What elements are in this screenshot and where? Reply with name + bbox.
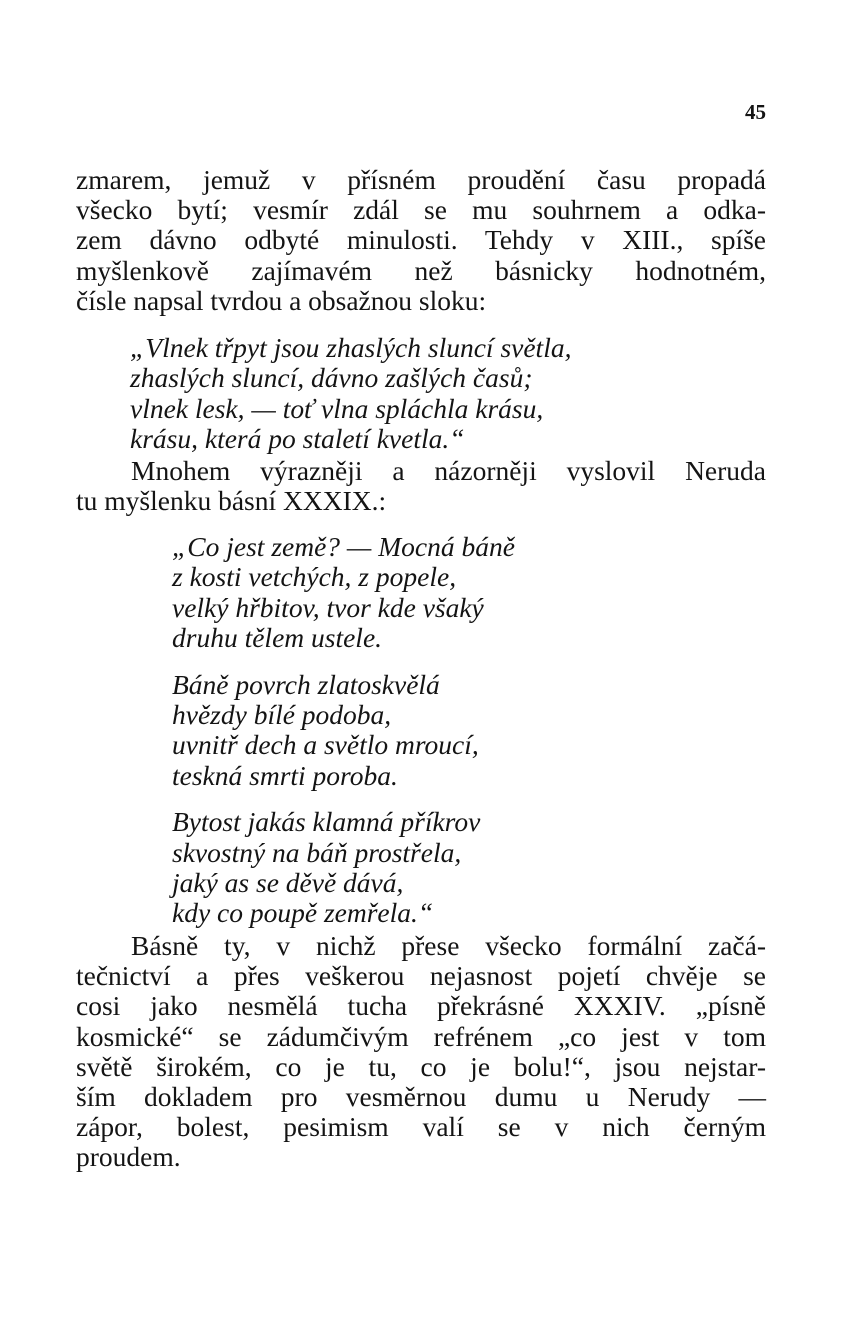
verse-line: „Co jest země? — Mocná báně (172, 531, 515, 562)
text-line: proudem. (76, 1141, 181, 1173)
text-line: zápor, bolest, pesimism valí se v nich černým (76, 1111, 766, 1143)
text-line: všecko bytí; vesmír zdál se mu souhrnem a odka- (76, 194, 766, 226)
verse-line: skvostný na báň prostřela, (172, 836, 462, 868)
verse-line: kdy co poupě zemřela.“ (172, 897, 434, 929)
poem-quote-1 (130, 333, 571, 455)
text-line: myšlenkově zajímavém než básnicky hodnotném, (76, 254, 766, 286)
poem-quote-2 (172, 532, 515, 929)
text-line: kosmické“ se zádumčivým refrénem „co jest v tom (76, 1020, 766, 1052)
text-line: cosi jako nesmělá tucha překrásné XXXIV. „písně (76, 990, 766, 1022)
text-line: tu myšlenku básní XXXIX.: (76, 485, 387, 517)
text-line: tečnictví a přes veškerou nejasnost pojetí chvěje se (76, 960, 766, 992)
verse-line: teskná smrti poroba. (172, 759, 398, 791)
text-line: ším dokladem pro vesměrnou dumu u Nerudy — (76, 1081, 766, 1113)
verse-line: velký hřbitov, tvor kde všaký (172, 591, 484, 623)
verse-line: z kosti vetchých, z popele, (172, 561, 457, 593)
paragraph-3 (76, 931, 766, 1173)
verse-line: Báně povrch zlatoskvělá (172, 668, 440, 700)
verse-line: jaký as se děvě dává, (172, 867, 404, 899)
verse-line: zhaslých sluncí, dávno zašlých časů; (130, 362, 533, 394)
verse-line: hvězdy bílé podoba, (172, 699, 392, 731)
text-line: Básně ty, v nichž přese všecko formální začá- (131, 930, 766, 961)
verse-line: Bytost jakás klamná příkrov (172, 806, 481, 838)
text-line: zmarem, jemuž v přísném proudění času propadá (76, 164, 766, 195)
verse-line: „Vlnek třpyt jsou zhaslých sluncí světla, (130, 332, 572, 363)
verse-line: vlnek lesk, — toť vlna spláchla krásu, (130, 392, 544, 424)
stanza-1 (172, 532, 515, 654)
stanza-3 (172, 807, 515, 929)
text-line: zem dávno odbyté minulosti. Tehdy v XIII., spíše (76, 224, 766, 256)
text-line: světě širokém, co je tu, co je bolu!“, jsou nejstar- (76, 1050, 766, 1082)
stanza-2 (172, 670, 515, 792)
paragraph-1 (76, 165, 766, 316)
verse-line: druhu tělem ustele. (172, 622, 383, 654)
text-line: Mnohem výrazněji a názorněji vyslovil Neruda (131, 455, 766, 486)
text-line: čísle napsal tvrdou a obsažnou sloku: (76, 284, 487, 316)
paragraph-2 (76, 456, 766, 516)
page-number: 45 (745, 100, 766, 124)
verse-line: uvnitř dech a světlo mroucí, (172, 729, 479, 761)
verse-line: krásu, která po staletí kvetla.“ (130, 423, 465, 455)
